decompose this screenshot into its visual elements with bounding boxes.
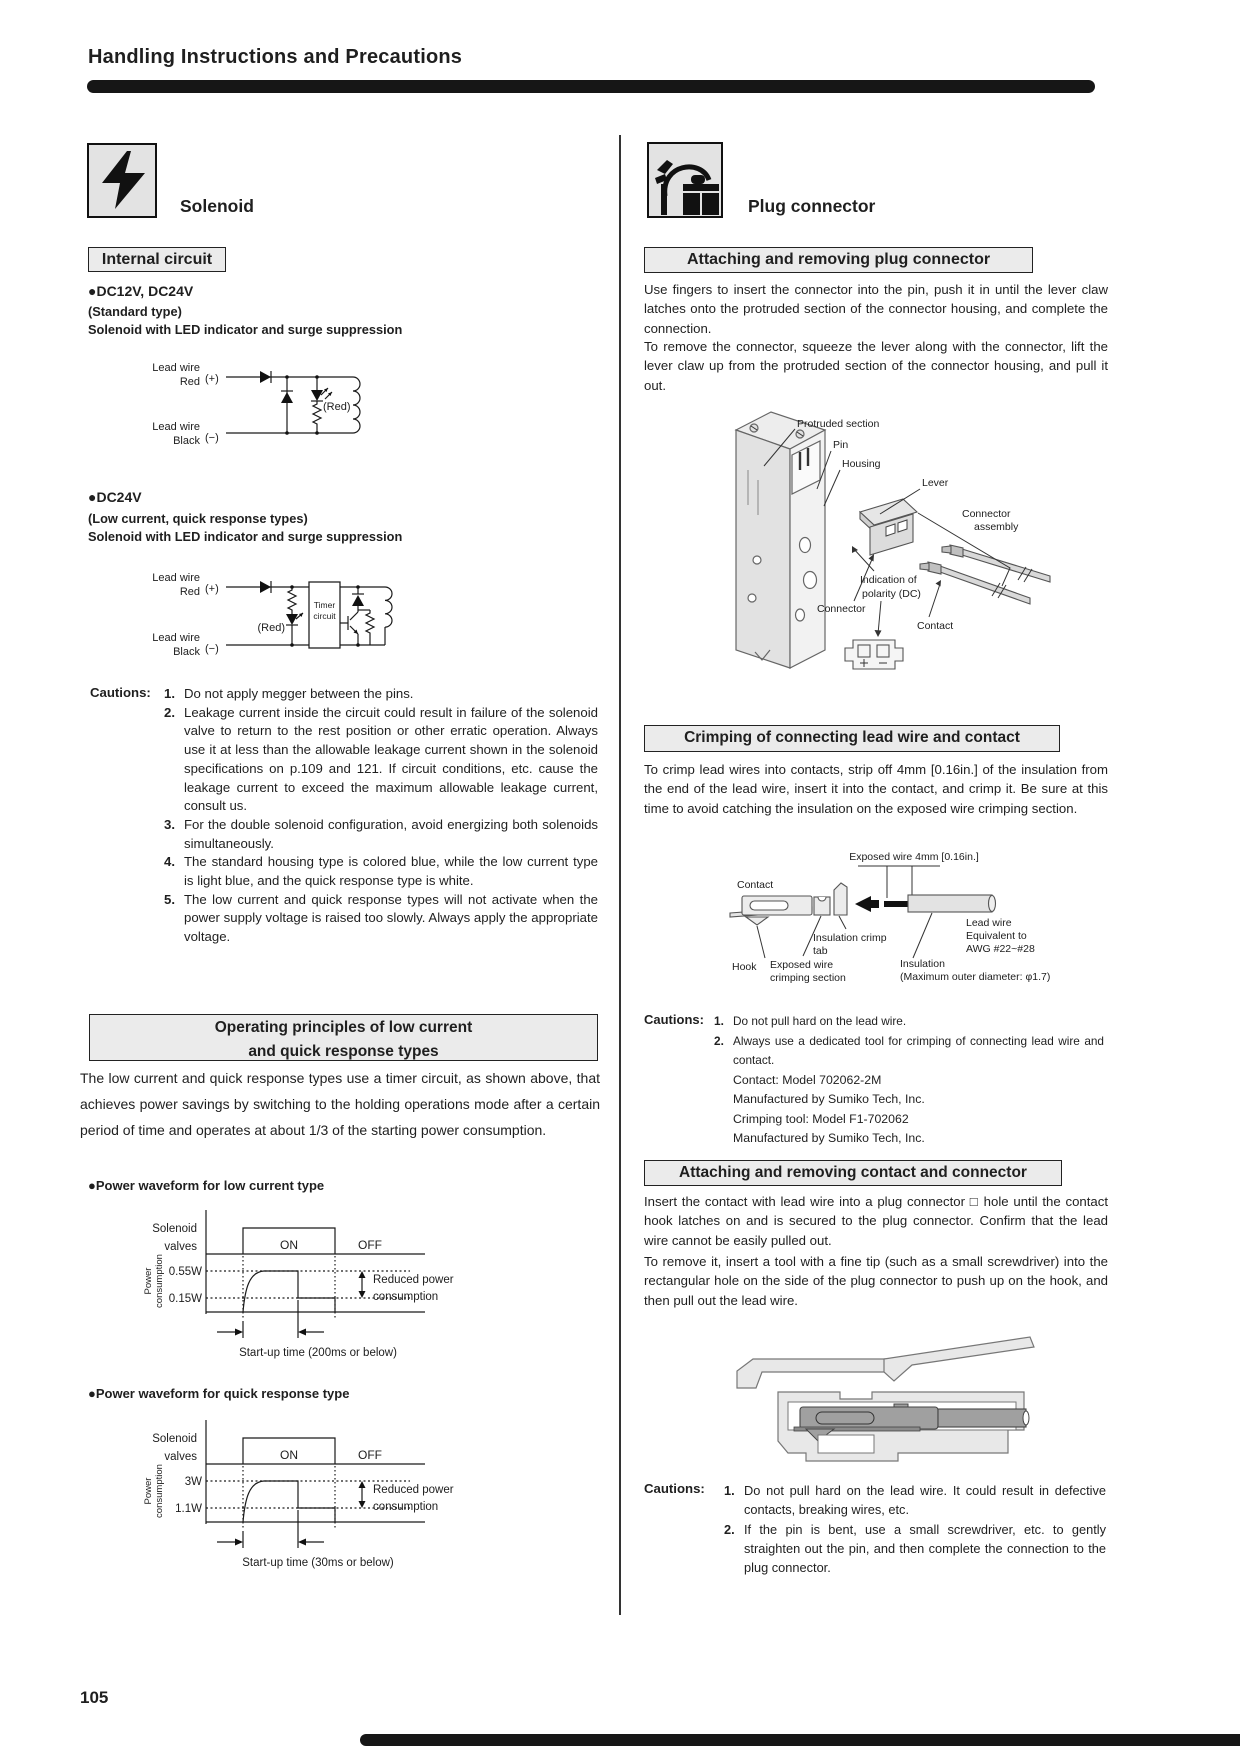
lead-wire-red-label: Lead wire	[152, 362, 200, 374]
contact-insertion-diagram	[715, 1335, 1055, 1470]
polarity-label2: polarity (DC)	[862, 588, 921, 600]
circuit-diagram-timer	[80, 565, 500, 670]
dc12-description: Solenoid with LED indicator and surge suppression	[88, 322, 403, 337]
dc12-title: ●DC12V, DC24V	[88, 283, 194, 299]
reduced-power-label2: consumption	[373, 1291, 439, 1303]
lead-wire-red-label: Lead wire	[152, 572, 200, 584]
polarity-label1: Indication of	[860, 574, 917, 586]
crimp-cautions-list	[733, 1012, 1104, 1149]
power-axis-label1: Power	[143, 1267, 154, 1295]
solenoid-valves-label2: valves	[164, 1241, 197, 1253]
dc24-description: Solenoid with LED indicator and surge suppression	[88, 529, 403, 544]
page-number: 105	[80, 1688, 109, 1707]
protruded-section-label: Protruded section	[797, 418, 880, 430]
lead-wire-label2: Equivalent to	[966, 930, 1027, 942]
caution-item: Do not pull hard on the lead wire.	[733, 1014, 907, 1028]
attach-plug-heading: Attaching and removing plug connector	[644, 247, 1033, 273]
lead-wire-black-label: Lead wire	[152, 632, 200, 644]
lead-wire-red-label2: Red	[179, 586, 200, 598]
pin-label: Pin	[833, 439, 849, 451]
plug-connector-icon	[649, 144, 721, 216]
footer-rule	[360, 1734, 1240, 1746]
connector-assembly-label2: assembly	[974, 521, 1019, 533]
solenoid-heading: Solenoid	[180, 196, 254, 216]
caution-subline: Manufactured by Sumiko Tech, Inc.	[733, 1092, 925, 1106]
plus-label: (+)	[205, 373, 219, 385]
lead-wire-label3: AWG #22~#28	[966, 943, 1035, 955]
caution-item: Leakage current inside the circuit could result in failure of the solenoid valve to return to the rest position or other erratic operation. Always use it at less than the allowable leakage current shown in the solenoid specifications on p.109 and 121. If circuit conditions, etc. cause the leakage current to exceed the maximum allowable leakage current, consult us.	[184, 704, 598, 814]
connector-assembly-label1: Connector	[962, 508, 1011, 520]
cautions-label: Cautions:	[90, 685, 151, 700]
reduced-power-label2: consumption	[373, 1501, 439, 1513]
power-axis-label1: Power	[143, 1477, 154, 1505]
caution-item: For the double solenoid configuration, avoid energizing both solenoids simultaneously.	[184, 816, 598, 851]
timer-box-label1: Timer	[313, 600, 336, 610]
circuit-diagram-standard	[80, 355, 470, 455]
operating-heading-line1: Operating principles of low current	[214, 1019, 473, 1036]
power-axis-label2: consumption	[154, 1464, 165, 1518]
caution-subline: Manufactured by Sumiko Tech, Inc.	[733, 1131, 925, 1145]
lightning-icon	[89, 145, 155, 216]
crimping-body: To crimp lead wires into contacts, strip off 4mm [0.16in.] of the insulation from the end of the lead wire, insert it into the contact, and crimp it. Be sure at this time to avoid catching the insulation on the exposed wire crimping section.	[644, 762, 1108, 816]
insulation-crimp-tab-label2: tab	[813, 945, 828, 957]
final-cautions-label: Cautions:	[644, 1481, 705, 1496]
waveform-quick-response	[80, 1415, 540, 1575]
startup-time-label: Start-up time (200ms or below)	[239, 1347, 397, 1359]
lead-wire-label1: Lead wire	[966, 917, 1012, 929]
lead-wire-red-label2: Red	[179, 376, 200, 388]
lead-wire-black-label: Lead wire	[152, 421, 200, 433]
contact-label: Contact	[917, 620, 954, 632]
insulation-label2: (Maximum outer diameter: φ1.7)	[900, 971, 1051, 983]
plug-connector-diagram	[630, 400, 1070, 685]
solenoid-valves-label2: valves	[164, 1451, 197, 1463]
reduced-power-label1: Reduced power	[373, 1274, 454, 1286]
reduced-power-label1: Reduced power	[373, 1484, 454, 1496]
off-label: OFF	[358, 1238, 382, 1252]
attach-contact-para2: To remove it, insert a tool with a fine tip (such as a small screwdriver) into the rectangular hole on the side of the plug connector to push up on the hook, and then pull out the lead wire.	[644, 1254, 1108, 1308]
page-title: Handling Instructions and Precautions	[88, 46, 463, 68]
lead-wire-black-label2: Black	[173, 646, 200, 658]
solenoid-icon-box	[87, 143, 157, 218]
attach-contact-para1: Insert the contact with lead wire into a plug connector □ hole until the contact hook latches on and is secured to the plug connector. Confirm that the lead wire cannot be easily pulled out.	[644, 1194, 1108, 1248]
solenoid-valves-label1: Solenoid	[152, 1433, 197, 1445]
caution-item	[733, 1032, 1104, 1149]
insulation-crimp-tab-label1: Insulation crimp	[813, 932, 887, 944]
housing-label: Housing	[842, 458, 881, 470]
internal-circuit-heading: Internal circuit	[88, 247, 226, 272]
waveform2-title: ●Power waveform for quick response type	[88, 1386, 350, 1401]
attach-contact-heading: Attaching and removing contact and connector	[644, 1160, 1062, 1186]
startup-time-label: Start-up time (30ms or below)	[242, 1557, 394, 1569]
dc24-title: ●DC24V	[88, 489, 142, 505]
minus-label: (−)	[205, 643, 219, 655]
caution-item: If the pin is bent, use a small screwdriver, etc. to gently straighten out the pin, and then complete the connection to the plug connector.	[744, 1521, 1106, 1576]
exposed-wire-label2: crimping section	[770, 972, 846, 984]
caution-item: Do not pull hard on the lead wire. It could result in defective contacts, breaking wires, etc.	[744, 1483, 1106, 1518]
lead-wire-black-label2: Black	[173, 435, 200, 447]
power-axis-label2: consumption	[154, 1254, 165, 1308]
hook-label: Hook	[732, 961, 757, 973]
power-low-value: 1.1W	[175, 1503, 202, 1515]
caution-subline: Crimping tool: Model F1-702062	[733, 1111, 909, 1126]
insulation-label1: Insulation	[900, 958, 945, 970]
power-high-value: 0.55W	[168, 1266, 202, 1278]
power-low-value: 0.15W	[168, 1293, 202, 1305]
solenoid-cautions-list	[184, 685, 598, 947]
waveform1-title: ●Power waveform for low current type	[88, 1178, 325, 1193]
plug-connector-icon-box	[647, 142, 723, 218]
caution-item: The low current and quick response types will not activate when the power supply voltage is raised too slowly. Always apply the appropriate voltage.	[184, 891, 598, 945]
plus-label: (+)	[205, 583, 219, 595]
solenoid-valves-label1: Solenoid	[152, 1223, 197, 1235]
led-red-label: (Red)	[257, 622, 285, 634]
on-label: ON	[280, 1238, 298, 1252]
dc24-subtitle: (Low current, quick response types)	[88, 511, 308, 526]
plug-connector-heading: Plug connector	[748, 196, 876, 216]
off-label: OFF	[358, 1448, 382, 1462]
caution-item: Do not apply megger between the pins.	[184, 686, 414, 701]
waveform-low-current	[80, 1205, 540, 1365]
title-rule	[87, 80, 1095, 93]
on-label: ON	[280, 1448, 298, 1462]
minus-label: (−)	[205, 432, 219, 444]
crimp-cautions-label: Cautions:	[644, 1012, 704, 1027]
caution-item: The standard housing type is colored blue, while the low current type is light blue, and the quick response type is white.	[184, 854, 598, 889]
exposed-wire-label1: Exposed wire	[770, 959, 834, 971]
power-high-value: 3W	[184, 1476, 202, 1488]
column-divider	[619, 135, 621, 1615]
led-red-label: (Red)	[323, 401, 351, 413]
dc12-subtitle: (Standard type)	[88, 304, 182, 319]
operating-heading-line2: and quick response types	[248, 1043, 439, 1060]
connector-label: Connector	[817, 603, 866, 615]
crimping-heading: Crimping of connecting lead wire and contact	[644, 725, 1060, 752]
timer-box-label2: circuit	[313, 611, 336, 621]
crimping-diagram	[630, 845, 1070, 985]
attach-plug-para2: To remove the connector, squeeze the lever along with the connector, lift the lever claw up from the protruded section of the connector housing, and pull it out.	[644, 339, 1108, 393]
operating-principles-heading	[89, 1014, 598, 1061]
operating-principles-body: The low current and quick response types use a timer circuit, as shown above, that achieves power savings by switching to the holding operations mode after a certain period of time and operates at about 1/3 of the starting power consumption.	[80, 1070, 600, 1138]
lever-label: Lever	[922, 477, 949, 489]
caution-text: Always use a dedicated tool for crimping of connecting lead wire and contact.	[733, 1033, 1104, 1067]
final-cautions-list	[744, 1481, 1106, 1577]
attach-plug-para1: Use fingers to insert the connector into the pin, push it in until the lever claw latches onto the protruded section of the connector housing, and complete the connection.	[644, 282, 1108, 336]
caution-subline: Contact: Model 702062-2M	[733, 1072, 882, 1087]
exposed-wire-dim-label: Exposed wire 4mm [0.16in.]	[849, 851, 979, 863]
contact-label: Contact	[737, 879, 774, 891]
